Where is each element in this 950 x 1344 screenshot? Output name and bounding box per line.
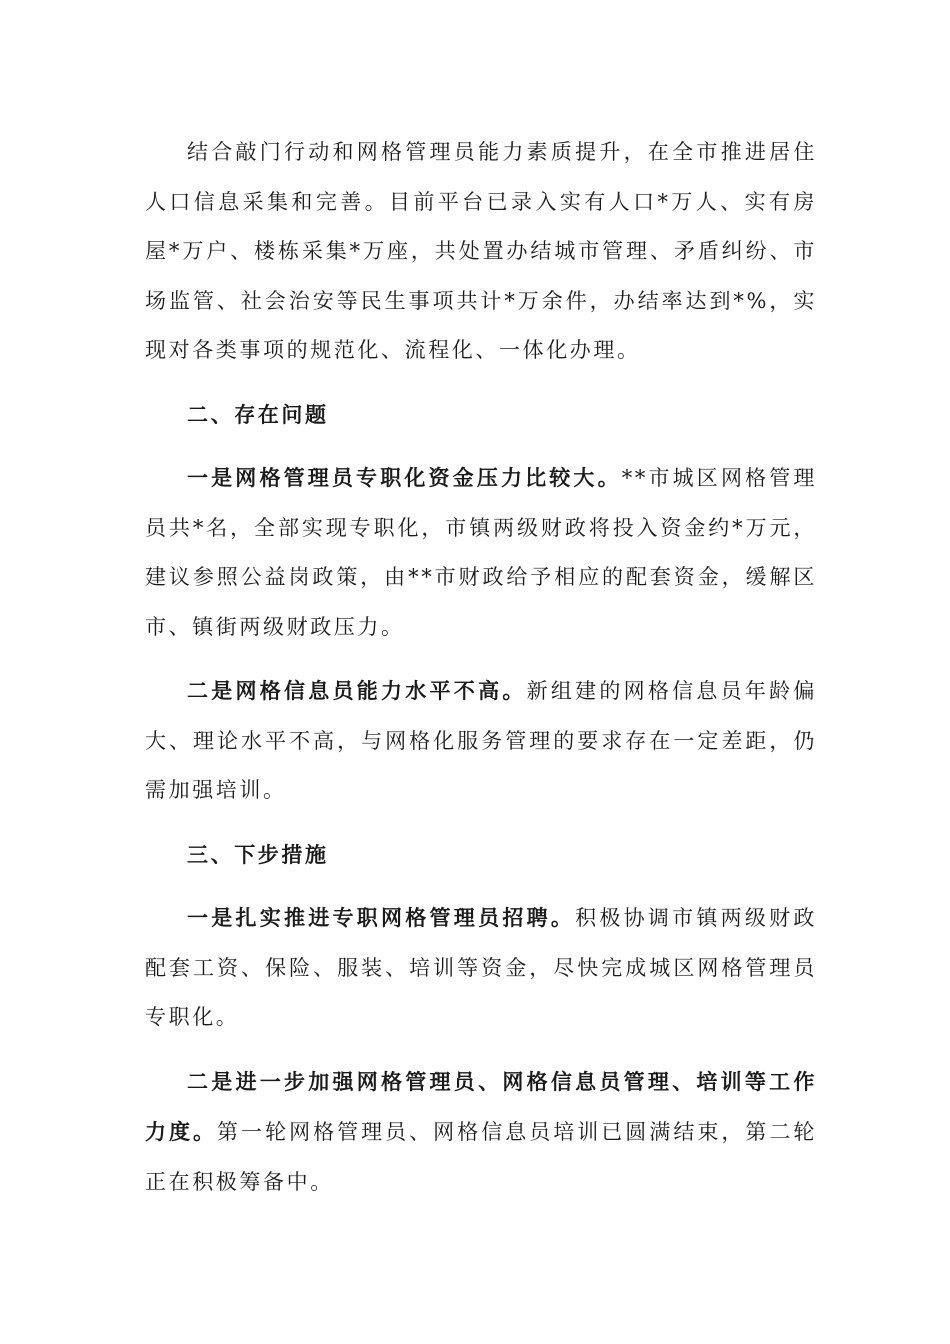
measure-2-body: 第一轮网格管理员、网格信息员培训已圆满结束，第二轮正在积极筹备中。	[145, 1120, 817, 1194]
section-heading-problems: 二、存在问题	[187, 401, 329, 427]
problem-2-body: 新组建的网格信息员年龄偏大、理论水平不高，与网格化服务管理的要求存在一定差距，仍需加强培训。	[145, 679, 817, 802]
measure-paragraph-2	[145, 1057, 817, 1208]
problem-paragraph-1	[145, 453, 817, 652]
problem-1-body: **市城区网格管理员共*名，全部实现专职化，市镇两级财政将投入资金约*万元，建议参照公益岗政策，由**市财政给予相应的配套资金，缓解区市、镇街两级财政压力。	[145, 466, 817, 639]
measure-1-lead: 一是扎实推进专职网格管理员招聘。	[187, 905, 576, 930]
problem-2-lead: 二是网格信息员能力水平不高。	[187, 678, 527, 703]
intro-paragraph: 结合敲门行动和网格管理员能力素质提升，在全市推进居住人口信息采集和完善。目前平台已录入实有人口*万人、实有房屋*万户、楼栋采集*万座，共处置办结城市管理、矛盾纠纷、市场监管、社会治安等民生事项共计*万余件，办结率达到*%，实现对各类事项的规范化、流程化、一体化办理。	[145, 140, 817, 362]
measure-paragraph-1	[145, 893, 817, 1043]
problem-paragraph-2	[145, 666, 817, 816]
section-heading-measures: 三、下步措施	[187, 841, 329, 867]
measure-1-body: 积极协调市镇两级财政配套工资、保险、服装、培训等资金，尽快完成城区网格管理员专职化。	[145, 906, 817, 1029]
problem-1-lead: 一是网格管理员专职化资金压力比较大。	[187, 465, 622, 490]
measure-2-lead: 二是进一步加强网格管理员、网格信息员管理、培训等工作力度。	[145, 1068, 817, 1144]
document-page	[145, 128, 817, 1207]
